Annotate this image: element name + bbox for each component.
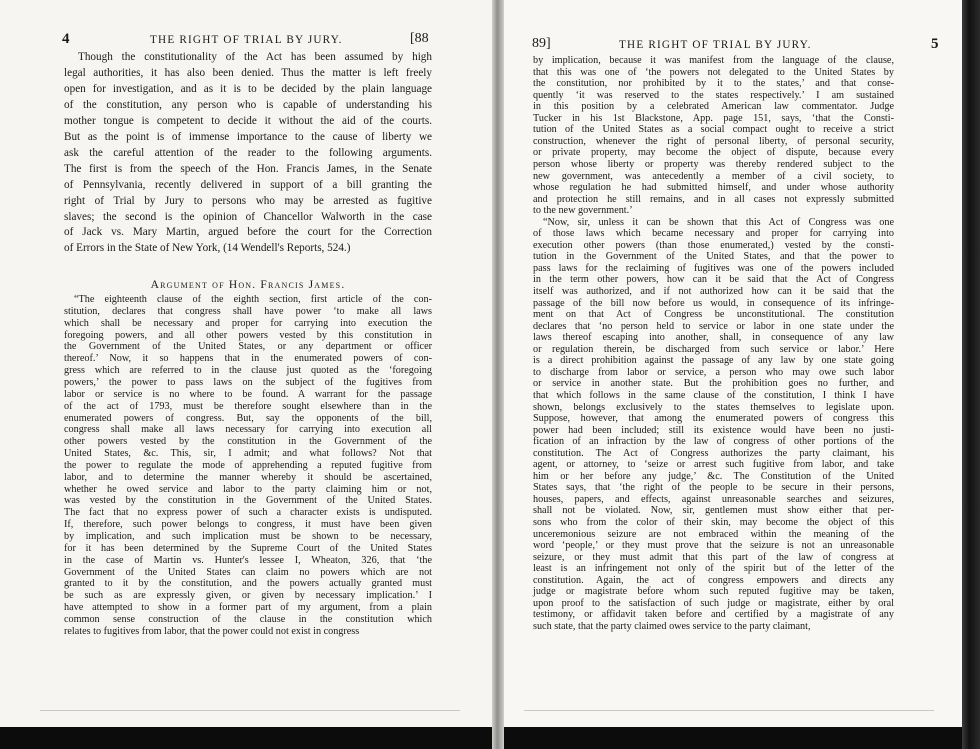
text-line: by implication, because it was manifest from the language of the clause,: [533, 55, 894, 66]
right-bracket-number: 89]: [532, 36, 551, 51]
text-line: The fact that no express power of such a character exists is undisputed.: [64, 507, 432, 519]
scan-artifact-line: [40, 710, 460, 711]
text-line: him or her before any judge,’ &c. The Constitution of the United: [533, 470, 894, 482]
text-line: be such as are expressly given, or given by necessary implication.’ I: [64, 590, 432, 602]
text-line: other powers vested by the constitution in the Government of the: [64, 436, 432, 448]
text-line: in the case of Martin vs. Hunter's lessee I, Wheaton, 326, that ‘the: [64, 554, 432, 566]
text-line: in this position by a celebrated American law commentator. Judge: [533, 101, 894, 113]
text-line: declares that ‘no person held to service or labor in one state under the: [533, 320, 894, 332]
text-line: Though the constitutionality of the Act has been assumed by high: [78, 51, 432, 63]
scan-bottom-shadow: [0, 727, 492, 749]
text-line: power had been included; still its existence would have been no justi-: [533, 424, 894, 436]
text-line: or private property, may become the object of dispute, because every: [533, 147, 894, 159]
text-line: mother tongue is competent to decide it without the aid of the courts.: [64, 114, 432, 127]
text-line: ask the careful attention of the reader to the following arguments.: [64, 146, 432, 159]
text-line: to the new government.’: [533, 205, 633, 217]
left-page-number: 4: [62, 31, 70, 47]
text-line: sons who from the color of their skin, may become the object of this: [533, 517, 894, 528]
text-line: was vested by the constitution in the Government of the United States.: [64, 495, 432, 507]
text-line: upon proof to the satisfaction of such judge or magistrate, either by oral: [533, 597, 894, 609]
text-line: of Jack vs. Mary Martin, argued before the court for the Correction: [64, 226, 432, 239]
text-line: labor, and to determine the manner whereby it should be ascertained,: [64, 471, 432, 483]
text-line: is a direct prohibition against the passage of any law by one state going: [533, 355, 894, 367]
text-line: common sense construction of the clause in the constitution which: [64, 613, 432, 625]
text-line: granted to it by the constitution, and the powers actually granted must: [64, 578, 432, 590]
text-line: relates to fugitives from labor, that the power could not exist in congress: [64, 625, 360, 637]
text-line: of those laws which became necessary and proper for carrying into: [533, 228, 894, 240]
book-gutter: [492, 0, 504, 749]
text-line: of Pennsylvania, recently delivered in support of a bill granting the: [64, 178, 432, 191]
text-line: stitution, declares that congress shall have power ‘to make all laws: [64, 305, 432, 317]
text-line: fication of an infraction by the law of congress of other portions of the: [533, 436, 894, 448]
text-line: whether he owed service and labor to the party claiming him or not,: [64, 483, 432, 495]
text-line: such state, that the party claimed owes service to the party claimant,: [533, 620, 811, 632]
text-line: least is an infringement not only of the spirit but of the letter of the: [533, 563, 894, 575]
text-line: States says, that ‘the right of the people to be secure in their persons,: [533, 482, 894, 494]
text-line: If, therefore, such power belongs to congress, it must have been given: [64, 519, 432, 531]
text-line: or regulation therein, be discharged from such service or labor.’ Here: [533, 343, 894, 355]
text-line: tution of the United States as a social compact ought to receive a strict: [533, 124, 894, 136]
text-line: quently ‘it was reserved to the states respectively.’ I am sustained: [533, 89, 894, 101]
scan-bottom-shadow: [504, 727, 962, 749]
text-line: thereof.’ Now, it so happens that in the enumerated powers of con-: [64, 353, 432, 365]
text-line: legal authorities, it has also been denied. Thus the matter is left freely: [64, 66, 432, 79]
text-line: unceremonious seizure are not embraced within the meaning of the: [533, 528, 894, 540]
text-line: that which follows in the same clause of the constitution, I think I have: [533, 389, 894, 401]
text-line: in the term other powers, how can it be said that the Act of Congress: [533, 274, 894, 286]
text-line: person whose liberty or property was thereby rendered subject to the: [533, 158, 894, 170]
text-line: and protection he still remains, and in all cases not expressly submitted: [533, 193, 894, 205]
text-line: testimony, or affidavit taken before and certified by a magistrate of any: [533, 609, 894, 621]
text-line: or service in another state. But the prohibition goes no further, and: [533, 378, 894, 390]
text-line: “Now, sir, unless it can be shown that this Act of Congress was one: [543, 216, 894, 228]
scanner-edge: [962, 0, 980, 749]
text-line: United States, &c. This, sir, I admit; and what follows? Not that: [64, 448, 432, 460]
left-running-head: THE RIGHT OF TRIAL BY JURY.: [150, 34, 343, 46]
right-running-head: THE RIGHT OF TRIAL BY JURY.: [619, 39, 812, 51]
text-line: passage of the bill now before us would, in consequence of its infringe-: [533, 297, 894, 309]
text-line: the Government of the United States, or any department or officer: [64, 341, 432, 353]
text-line: shown, belongs exclusively to the states themselves to legislate upon.: [533, 401, 894, 413]
text-line: constitution. The Act of Congress authorizes the party claimant, his: [533, 447, 894, 459]
left-bracket-number: [88: [410, 31, 429, 46]
text-line: word ‘people,’ or they must prove that the seizure is not an unreasonable: [533, 540, 894, 552]
text-line: slaves; the second is the opinion of Chancellor Walworth in the case: [64, 210, 432, 223]
text-line: of Errors in the State of New York, (14 Wendell's Reports, 524.): [64, 242, 351, 255]
text-line: open for investigation, and as it is to be decided by the plain language: [64, 82, 432, 95]
text-line: whose regulation he had submitted himself, and under whose authority: [533, 182, 894, 194]
text-line: pass laws for the reclaiming of fugitives was one of the powers included: [533, 262, 894, 274]
text-line: which shall be necessary and proper for carrying into execution the: [64, 317, 432, 329]
text-line: that this was one of ‘the powers not delegated to the United States by: [533, 66, 894, 78]
text-line: by implication, and such implication must be shown to be necessary,: [64, 531, 432, 542]
text-line: the constitution, nor prohibited by it to the states,’ and that conse-: [533, 78, 894, 90]
text-line: Suppose, however, that among the enumerated powers of congress this: [533, 413, 894, 425]
text-line: of the act of 1793, must be therefore sought elsewhere than in the: [64, 400, 432, 412]
text-line: seizure, or they must admit that this part of the law of congress at: [533, 551, 894, 563]
text-line: gress which are referred to in the clause just quoted as the ‘foregoing: [64, 365, 432, 377]
text-line: powers,’ the power to pass laws on the subject of the fugitives from: [64, 376, 432, 388]
text-line: congress shall make all laws necessary for carrying into execution all: [64, 424, 432, 436]
text-line: houses, papers, and effects, against unreasonable searches and seizures,: [533, 493, 894, 505]
text-line: The first is from the speech of the Hon. Francis James, in the Senate: [64, 162, 432, 175]
text-line: shall not be violated. Now, sir, gentlemen must show either that per-: [533, 505, 894, 517]
argument-heading: Argument of Hon. Francis James.: [150, 279, 346, 291]
text-line: new government, was antecedently a member of a civil society, to: [533, 170, 894, 182]
text-line: enumerated powers of congress. But, say the opponents of the bill,: [64, 412, 432, 424]
text-line: execution other powers (than those enumerated,) vested by the consti-: [533, 239, 894, 251]
text-line: have attempted to show in a former part of my argument, from a plain: [64, 602, 432, 614]
text-line: judge or magistrate before whom such reputed fugitive may be taken,: [533, 586, 894, 598]
text-line: itself was authorized, and if not authorized how can it be said that the: [533, 286, 894, 297]
text-line: Tucker in his 1st Blackstone, App. page 151, says, ‘that the Consti-: [533, 112, 894, 124]
text-line: ment on that Act of Congress be unconstitutional. The constitution: [533, 309, 894, 321]
text-line: agent, or attorney, to ‘seize or arrest such fugitive from labor, and take: [533, 459, 894, 471]
scan-artifact-line: [524, 710, 934, 711]
text-line: But as the point is of immense importance to the cause of liberty we: [64, 130, 432, 143]
text-line: constitution. Again, the act of congress empowers and directs any: [533, 574, 894, 586]
text-line: foregoing powers, and all other powers vested by this constitution in: [64, 329, 432, 341]
text-line: for it has been determined by the Supreme Court of the United States: [64, 542, 432, 554]
right-page-number: 5: [931, 36, 939, 52]
text-line: the power to regulate the mode of apprehending a reputed fugitive from: [64, 459, 432, 471]
text-line: right of Trial by Jury to persons who may be arrested as fugitive: [64, 194, 432, 207]
text-line: to discharge from labor or service, a person who may owe such labor: [533, 366, 894, 378]
text-line: labor or service is no where to be found. A warrant for the passage: [64, 388, 432, 400]
text-line: tution in the Government of the United States, and that the power to: [533, 251, 894, 263]
right-page: [504, 0, 962, 749]
text-line: construction, whenever the right of personal liberty, of personal security,: [533, 135, 894, 147]
text-line: “The eighteenth clause of the eighth section, first article of the con-: [74, 294, 432, 305]
text-line: of the constitution, any person who is capable of understanding his: [64, 98, 432, 111]
text-line: laws thereof escaping into another, shall, in consequence of any law: [533, 332, 894, 344]
text-line: Government of the United States can claim no powers which are not: [64, 566, 432, 578]
